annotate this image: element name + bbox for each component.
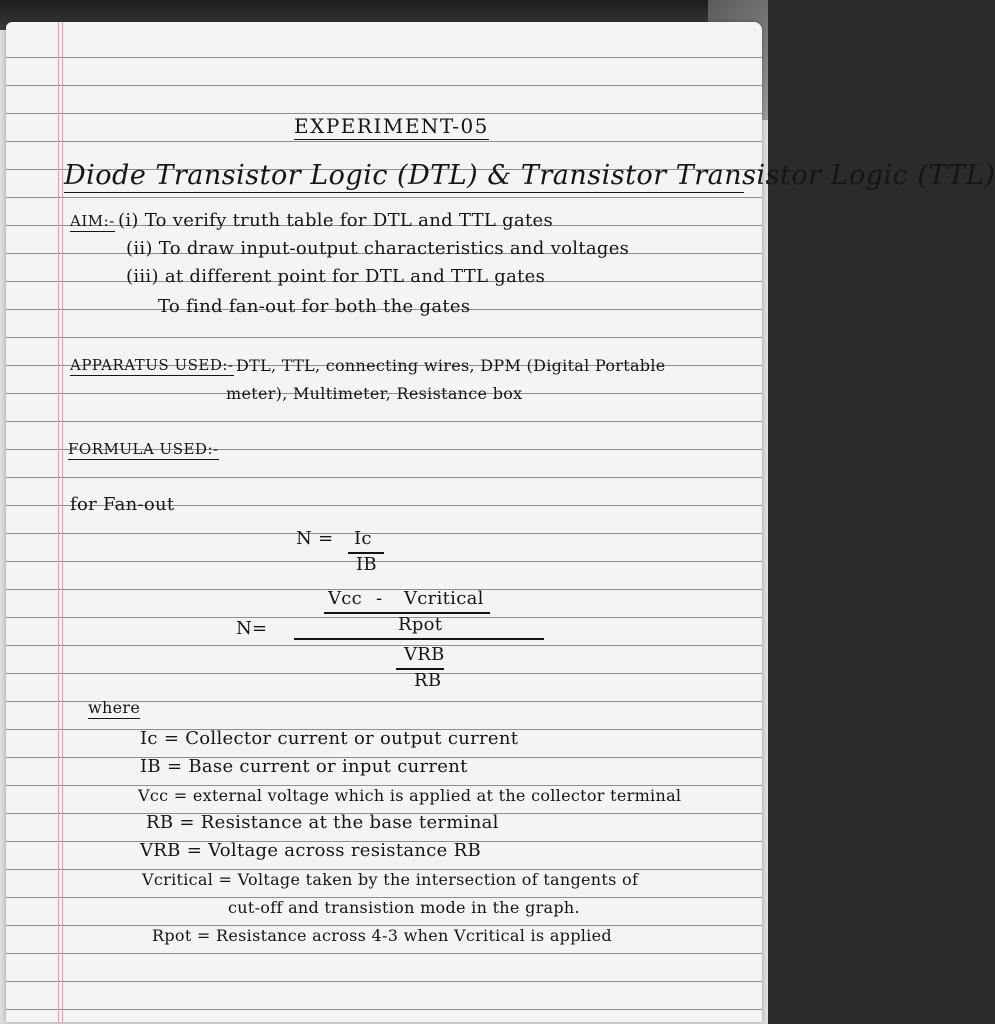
- experiment-title: EXPERIMENT-05: [294, 114, 489, 138]
- apparatus-label: APPARATUS USED:-: [70, 356, 234, 374]
- aim-line-1: (i) To verify truth table for DTL and TTL gates: [118, 210, 554, 231]
- where-item: Vcc = external voltage which is applied at the collector terminal: [138, 786, 682, 805]
- margin-line: [62, 22, 63, 1022]
- margin-line: [58, 22, 59, 1022]
- apparatus-line-2: meter), Multimeter, Resistance box: [226, 384, 523, 403]
- formula2-vcc: Vcc: [328, 588, 363, 609]
- formula2-vcritical: Vcritical: [404, 588, 484, 609]
- formula2-lhs: N=: [236, 618, 268, 639]
- where-item: IB = Base current or input current: [140, 756, 468, 777]
- formula1-denominator: IB: [356, 554, 377, 575]
- fan-out-intro: for Fan-out: [70, 494, 175, 515]
- formula2-rb: RB: [414, 670, 442, 691]
- formula2-main-bar: [294, 638, 544, 640]
- formula2-minus: -: [376, 588, 383, 609]
- notebook-sheet: [6, 22, 995, 1022]
- aim-label: AIM:-: [70, 212, 115, 230]
- where-item: Rpot = Resistance across 4-3 when Vcritical is applied: [152, 926, 612, 945]
- formula1-numerator: Ic: [354, 528, 372, 549]
- where-item: RB = Resistance at the base terminal: [146, 812, 499, 833]
- formula2-rpot: Rpot: [398, 614, 443, 635]
- where-label: where: [88, 698, 141, 717]
- formula1-lhs: N =: [296, 528, 334, 549]
- aim-line-2: (ii) To draw input-output characteristics and voltages: [126, 238, 630, 259]
- aim-line-4: To find fan-out for both the gates: [158, 296, 471, 317]
- main-title: Diode Transistor Logic (DTL) & Transistor Transistor Logic (TTL): [64, 160, 995, 191]
- where-item: Vcritical = Voltage taken by the intersection of tangents of: [142, 870, 639, 889]
- where-item: VRB = Voltage across resistance RB: [140, 840, 482, 861]
- formula2-vrb: VRB: [404, 644, 445, 665]
- formula-label: FORMULA USED:-: [68, 440, 219, 458]
- where-item: Ic = Collector current or output current: [140, 728, 519, 749]
- where-item: cut-off and transistion mode in the graph.: [228, 898, 580, 917]
- apparatus-line-1: DTL, TTL, connecting wires, DPM (Digital Portable: [236, 356, 666, 375]
- aim-line-3: (iii) at different point for DTL and TTL gates: [126, 266, 546, 287]
